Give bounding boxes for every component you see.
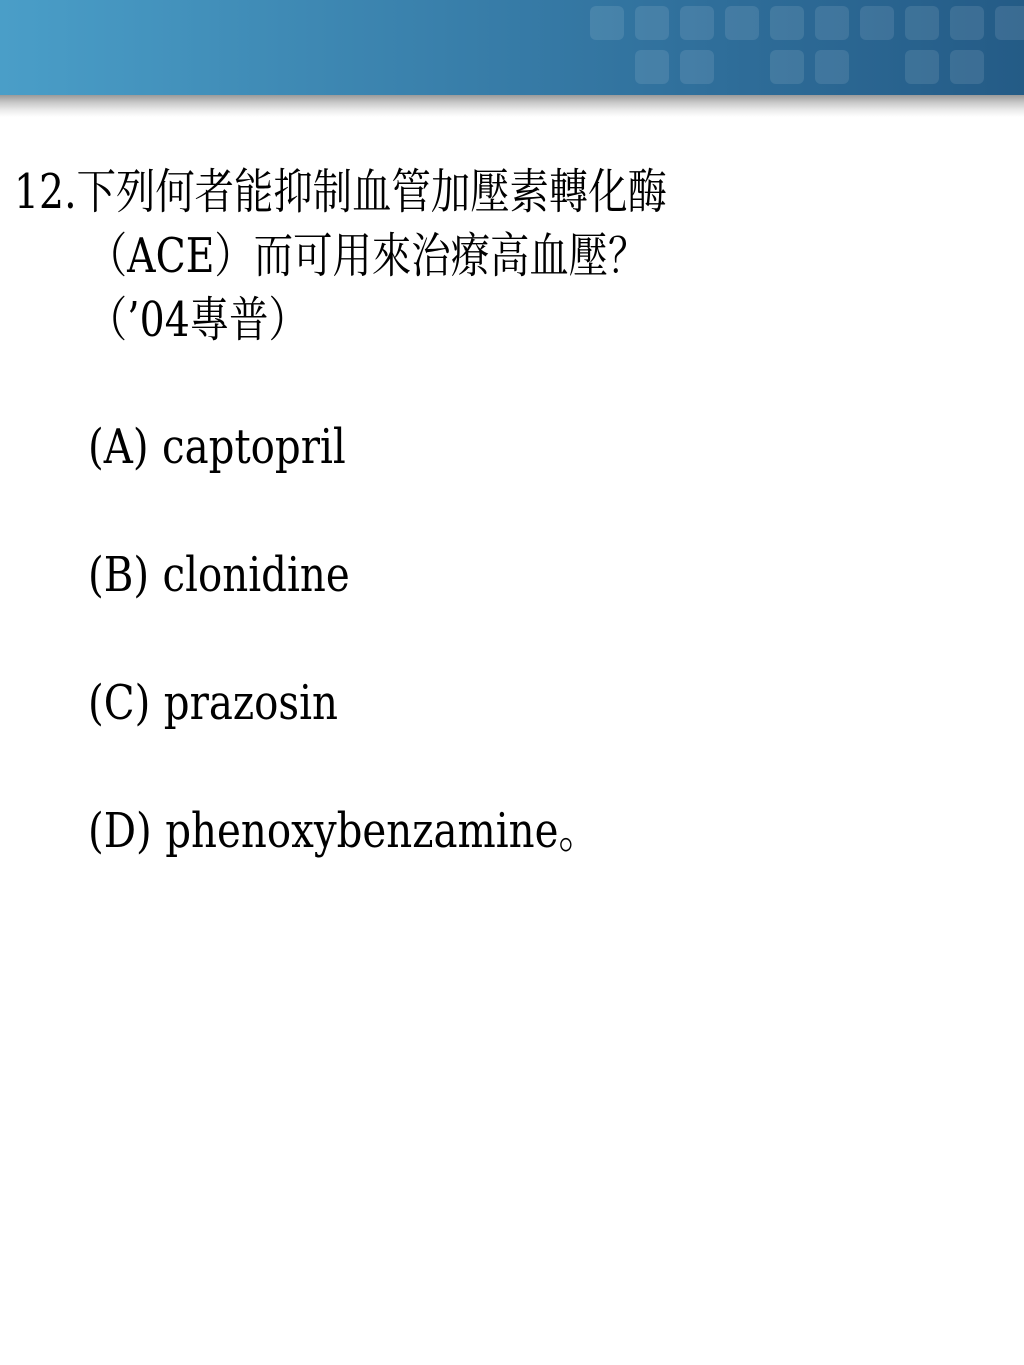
option-a <box>88 415 844 543</box>
question-source: （’04專普） <box>87 292 308 348</box>
answer-options <box>88 415 988 927</box>
option-b-text: clonidine <box>162 547 350 603</box>
question-text <box>14 160 1014 352</box>
option-a-letter: (A) <box>88 419 149 475</box>
question-line-2: （ACE）而可用來治療高血壓？ <box>87 228 648 284</box>
option-b-letter: (B) <box>88 547 150 603</box>
option-d-letter: (D) <box>88 803 152 859</box>
option-c <box>88 671 844 799</box>
header-banner <box>0 0 1024 95</box>
decorative-tile-pattern <box>0 0 1024 95</box>
option-c-letter: (C) <box>88 675 151 731</box>
option-d <box>88 799 844 927</box>
question-line-1: 12.下列何者能抑制血管加壓素轉化酶 <box>14 164 668 220</box>
option-c-text: prazosin <box>163 675 338 731</box>
option-a-text: captopril <box>162 419 346 475</box>
option-b <box>88 543 844 671</box>
option-d-text: phenoxybenzamine。 <box>165 803 599 859</box>
header-shadow-band <box>0 95 1024 117</box>
